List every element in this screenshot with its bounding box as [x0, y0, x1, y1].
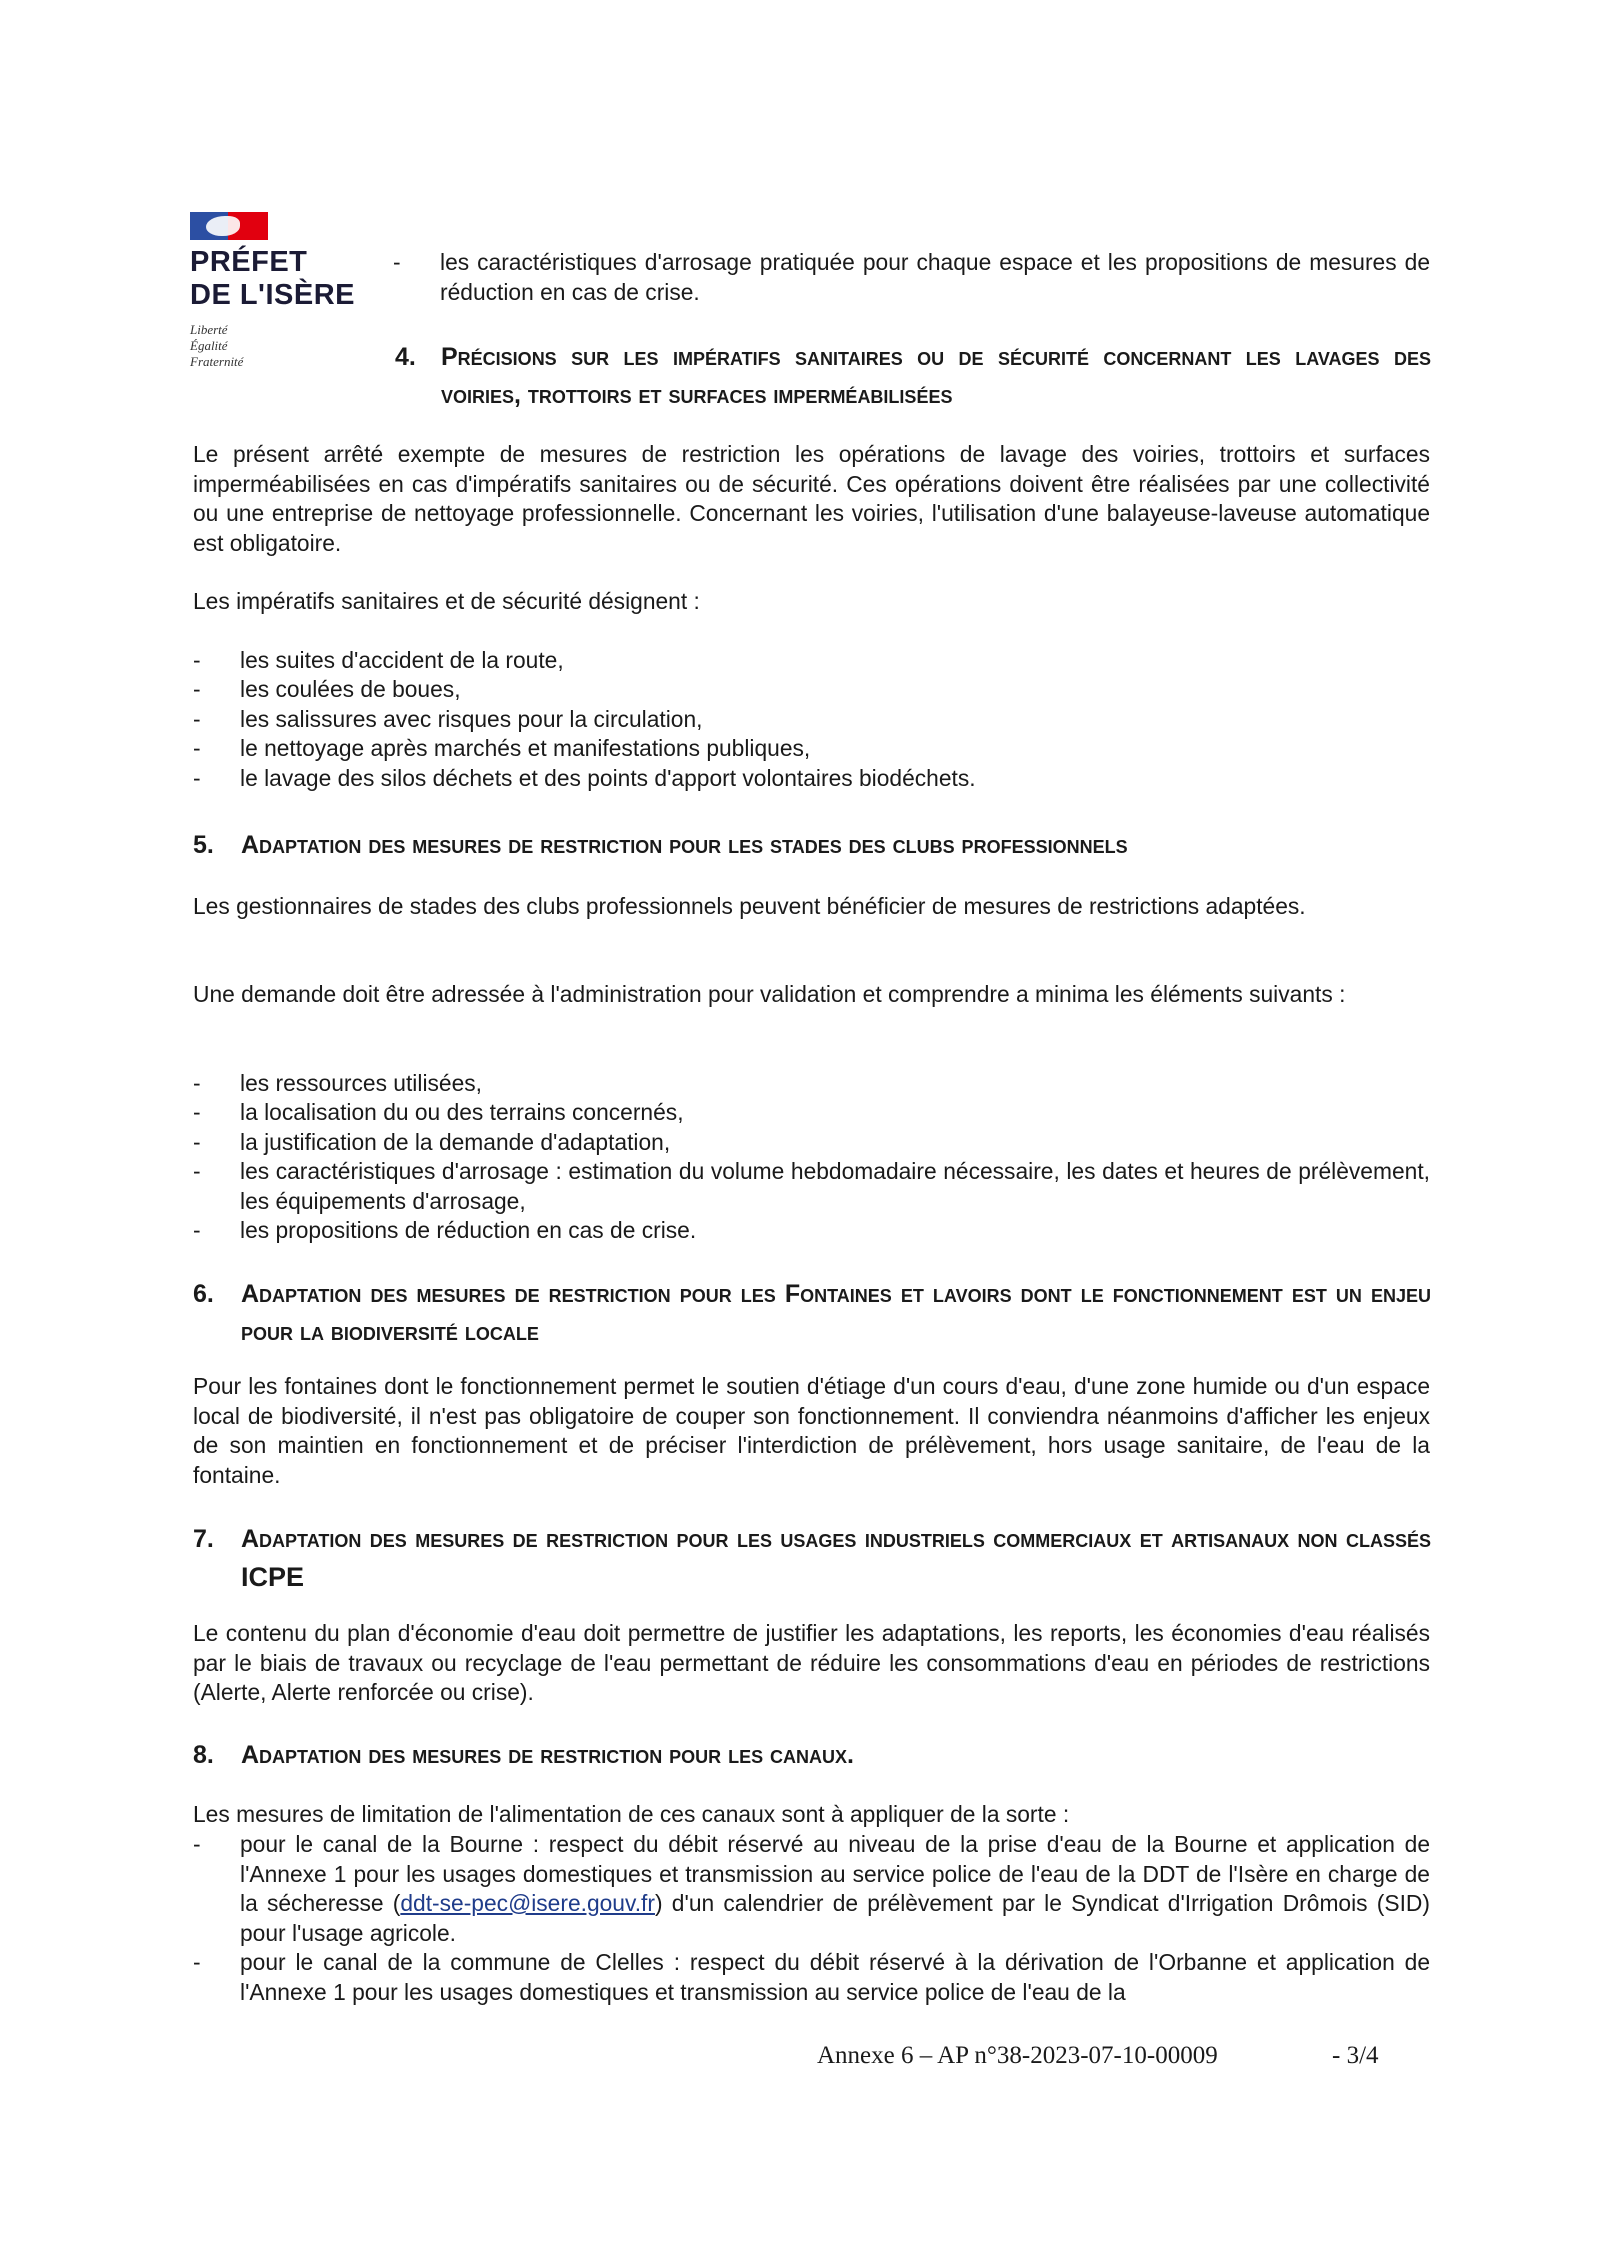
list-item: le nettoyage après marchés et manifestations publiques, — [240, 735, 811, 761]
list-item: les caractéristiques d'arrosage : estimation du volume hebdomadaire nécessaire, les dates et heures de prélèvement, les équipements d'arrosage, — [240, 1158, 1430, 1214]
paragraph: Pour les fontaines dont le fonctionnement permet le soutien d'étiage d'un cours d'eau, d'une zone humide ou d'un espace local de biodiversité, il n'est pas obligatoire de couper son fonctionnement. Il conviendra néanmoins d'afficher les enjeux de son maintien en fonctionnement et de préciser l'interdiction de prélèvement, hors usage sanitaire, de l'eau de la fontaine. — [193, 1373, 1430, 1488]
icpe-acronym: ICPE — [241, 1562, 305, 1592]
logo-title-line1: PRÉFET — [190, 246, 308, 278]
motto-fraternite: Fraternité — [190, 354, 244, 369]
motto — [190, 322, 360, 370]
prefecture-logo — [190, 212, 360, 370]
section-number: 8. — [193, 1741, 214, 1769]
email-link[interactable]: ddt-se-pec@isere.gouv.fr — [400, 1890, 655, 1916]
list-item: les salissures avec risques pour la circulation, — [240, 706, 703, 732]
list-dash: - — [393, 249, 401, 275]
document-reference: Annexe 6 – AP n°38-2023-07-10-00009 — [817, 2042, 1218, 2069]
list-item: les suites d'accident de la route, — [240, 647, 564, 673]
section-heading — [241, 1520, 1431, 1597]
paragraph: Les mesures de limitation de l'alimentation de ces canaux sont à appliquer de la sorte : — [193, 1801, 1070, 1827]
list-item: la justification de la demande d'adaptation, — [240, 1129, 671, 1155]
paragraph: Les gestionnaires de stades des clubs professionnels peuvent bénéficier de mesures de restrictions adaptées. — [193, 893, 1306, 919]
paragraph: Le présent arrêté exempte de mesures de restriction les opérations de lavage des voiries, trottoirs et surfaces imperméabilisées en cas d'impératifs sanitaires ou de sécurité. Ces opérations doivent être réalisées par une collectivité ou une entreprise de nettoyage professionnelle. Concernant les voiries, l'utilisation d'une balayeuse-laveuse automatique est obligatoire. — [193, 441, 1430, 556]
section-heading: Adaptation des mesures de restriction pour les Fontaines et lavoirs dont le fonctionnement est un enjeu pour la biodiversité locale — [241, 1280, 1431, 1346]
section-number: 7. — [193, 1525, 214, 1553]
motto-liberte: Liberté — [190, 322, 228, 337]
paragraph: Une demande doit être adressée à l'administration pour validation et comprendre a minima les éléments suivants : — [193, 981, 1346, 1007]
motto-egalite: Égalité — [190, 338, 228, 353]
section-heading: Adaptation des mesures de restriction pour les canaux. — [241, 1741, 854, 1769]
section-heading: Précisions sur les impératifs sanitaires ou de sécurité concernant les lavages des voiries, trottoirs et surfaces imperméabilisées — [441, 343, 1431, 409]
list-item: les propositions de réduction en cas de crise. — [240, 1217, 697, 1243]
list-item: les coulées de boues, — [240, 676, 461, 702]
logo-title-line2: DE L'ISÈRE — [190, 279, 355, 311]
section-heading: Adaptation des mesures de restriction pour les stades des clubs professionnels — [241, 831, 1128, 859]
list-item: le lavage des silos déchets et des points d'apport volontaires biodéchets. — [240, 765, 976, 791]
section-number: 4. — [395, 343, 416, 371]
list-item: pour le canal de la Bourne : respect du débit réservé au niveau de la prise d'eau de la Bourne et application de l'Annexe 1 pour les usages domestiques et transmission au service police de l'eau de la DDT de l'Isère en charge de la sécheresse (ddt-se-pec@isere.gouv.fr) d'un calendrier de prélèvement par le Syndicat d'Irrigation Drômois (SID) pour l'usage agricole. — [240, 1831, 1430, 1946]
list-item: les ressources utilisées, — [240, 1070, 482, 1096]
section-heading-text: Adaptation des mesures de restriction pour les usages industriels commerciaux et artisanaux non classés — [241, 1525, 1431, 1553]
top-list-item: les caractéristiques d'arrosage pratiquée pour chaque espace et les propositions de mesures de réduction en cas de crise. — [440, 249, 1430, 305]
marianne-logo-icon — [190, 212, 268, 240]
list-item: pour le canal de la commune de Clelles : respect du débit réservé à la dérivation de l'Orbanne et application de l'Annexe 1 pour les usages domestiques et transmission au service police de l'eau de la — [240, 1949, 1430, 2005]
list-item: la localisation du ou des terrains concernés, — [240, 1099, 684, 1125]
page-number: - 3/4 — [1332, 2042, 1379, 2069]
section-number: 5. — [193, 831, 214, 859]
paragraph: Les impératifs sanitaires et de sécurité désignent : — [193, 588, 700, 614]
section-number: 6. — [193, 1280, 214, 1308]
paragraph: Le contenu du plan d'économie d'eau doit permettre de justifier les adaptations, les reports, les économies d'eau réalisés par le biais de travaux ou recyclage de l'eau permettant de réduire les consommations d'eau en périodes de restrictions (Alerte, Alerte renforcée ou crise). — [193, 1620, 1430, 1705]
